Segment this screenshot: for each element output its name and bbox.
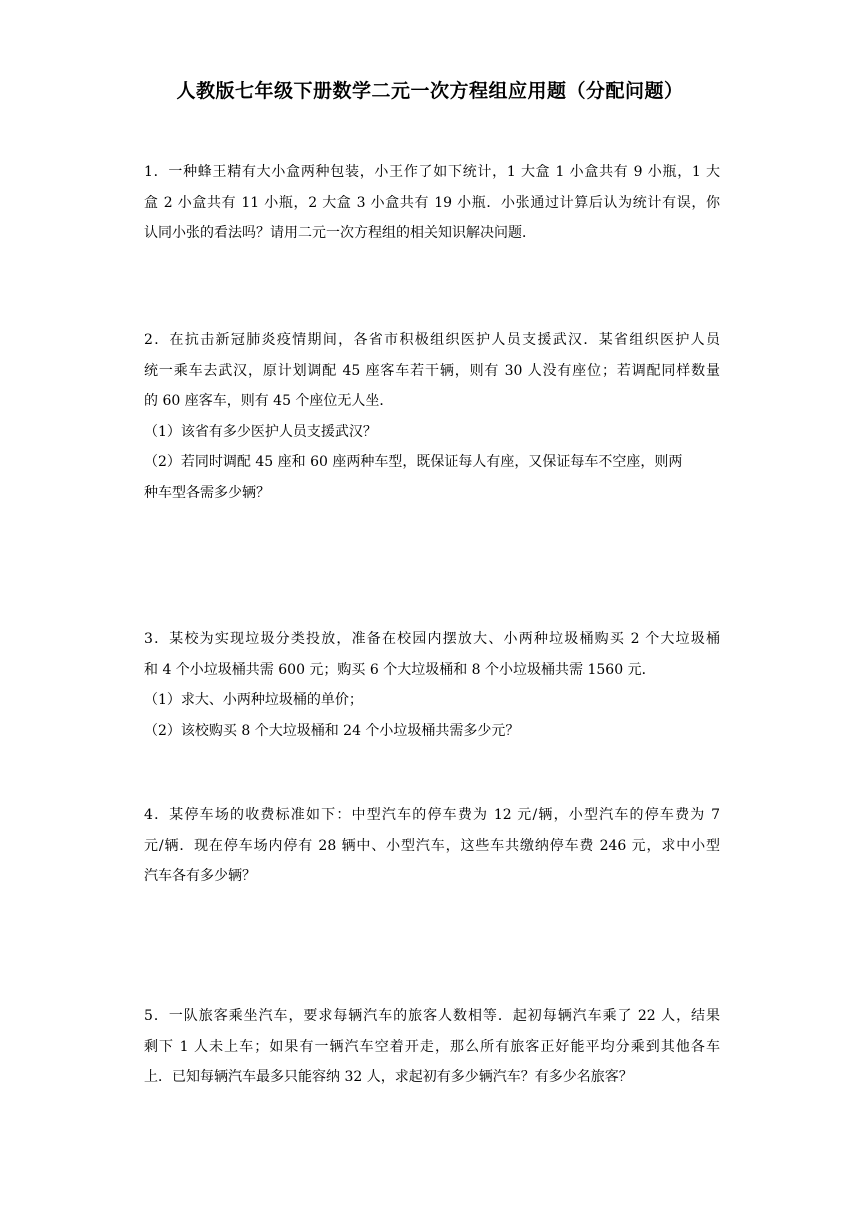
question-5-line-2: 剩下 1 人未上车；如果有一辆汽车空着开走，那么所有旅客正好能平均分乘到其他各车 [144, 1038, 720, 1055]
question-3-line-2: 和 4 个小垃圾桶共需 600 元；购买 6 个大垃圾桶和 8 个小垃圾桶共需 1560 元． [144, 661, 656, 678]
question-3 [144, 624, 720, 746]
question-1-line-3: 认同小张的看法吗？请用二元一次方程组的相关知识解决问题． [144, 225, 536, 241]
question-2-sub-2: （2）若同时调配 45 座和 60 座两种车型，既保证每人有座，又保证每车不空座，则两 [144, 454, 683, 470]
page-title: 人教版七年级下册数学二元一次方程组应用题（分配问题） [176, 80, 684, 102]
question-4 [144, 800, 720, 892]
question-2-line-1: 2．在抗击新冠肺炎疫情期间，各省市积极组织医护人员支援武汉．某省组织医护人员 [144, 332, 720, 348]
question-3-sub-1: （1）求大、小两种垃圾桶的单价； [144, 692, 363, 708]
question-3-line-1: 3．某校为实现垃圾分类投放，准备在校园内摆放大、小两种垃圾桶购买 2 个大垃圾桶 [144, 631, 720, 647]
question-2-sub-1: （1）该省有多少医护人员支援武汉？ [144, 423, 377, 440]
question-4-line-1: 4．某停车场的收费标准如下：中型汽车的停车费为 12 元/辆，小型汽车的停车费为 7 [144, 807, 720, 823]
question-2-line-2: 统一乘车去武汉，原计划调配 45 座客车若干辆，则有 30 人没有座位；若调配同样数量 [144, 362, 720, 379]
question-2-sub-2-cont: 种车型各需多少辆？ [144, 484, 270, 501]
question-4-line-3: 汽车各有多少辆？ [144, 868, 256, 884]
question-2 [144, 325, 720, 508]
question-5-line-1: 5．一队旅客乘坐汽车，要求每辆汽车的旅客人数相等．起初每辆汽车乘了 22 人，结果 [144, 1008, 720, 1024]
question-1-line-1: 1．一种蜂王精有大小盒两种包装，小王作了如下统计，1 大盒 1 小盒共有 9 小瓶，1 大 [144, 164, 720, 180]
question-1 [144, 157, 720, 249]
question-4-line-2: 元/辆．现在停车场内停有 28 辆中、小型汽车，这些车共缴纳停车费 246 元，求中小型 [144, 837, 720, 854]
question-2-line-3: 的 60 座客车，则有 45 个座位无人坐． [144, 393, 394, 409]
question-5-line-3: 上．已知每辆汽车最多只能容纳 32 人，求起初有多少辆汽车？有多少名旅客？ [144, 1069, 633, 1085]
question-3-sub-2: （2）该校购买 8 个大垃圾桶和 24 个小垃圾桶共需多少元？ [144, 722, 520, 739]
question-5 [144, 1001, 720, 1093]
question-1-line-2: 盒 2 小盒共有 11 小瓶，2 大盒 3 小盒共有 19 小瓶．小张通过计算后认为统计有误，你 [144, 194, 720, 211]
